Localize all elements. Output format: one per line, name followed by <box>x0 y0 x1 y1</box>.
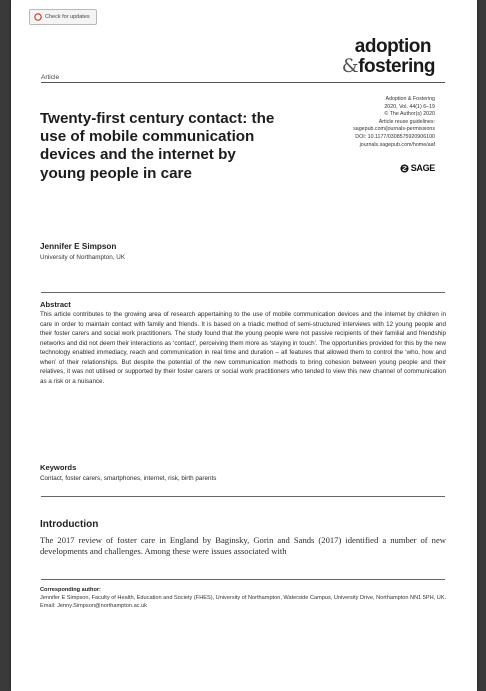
meta-reuse: Article reuse guidelines: <box>378 118 435 125</box>
article-type-label: Article <box>41 74 60 81</box>
footnote-divider <box>41 579 445 580</box>
sage-logo-icon <box>400 164 409 173</box>
header-divider <box>41 82 445 83</box>
publisher-logo <box>400 163 435 173</box>
keywords-divider <box>41 496 445 497</box>
article-title: Twenty-first century contact: the use of mobile communication devices and the internet by young people in care <box>40 110 275 182</box>
journal-logo <box>342 38 435 77</box>
article-metadata <box>353 96 435 149</box>
correspondence-block <box>40 586 450 610</box>
abstract-divider <box>41 292 445 293</box>
check-for-updates-button[interactable] <box>29 9 97 25</box>
correspondence-email[interactable]: Email: Jenny.Simpson@northampton.ac.uk <box>40 603 147 609</box>
introduction-heading: Introduction <box>40 519 99 530</box>
meta-permissions-link[interactable]: sagepub.com/journals-permissions <box>353 126 435 133</box>
journal-logo-ampersand: & <box>341 55 359 77</box>
meta-journal: Adoption & Fostering <box>385 96 435 102</box>
abstract-text: This article contributes to the growing area of research appertaining to the use of mobile communication devices and the internet by children in care in order to maintain contact with family and friends. It is based on a triadic method of semi-structured interviews with 12 young people and their foster carers and social work practitioners. The study found that the young people were not passive recipients of their familial and friendship networks and did not deem their interactions as ‘contact’, perceiving them more as ‘staying in touch’. The opportunities provided for this by the new technology enabled immediacy, reach and communication in real time and duration – all features that allowed them to control the ‘who, how and when’ of their relationships. But despite the potential of the new communication methods to bring cohesion between young people and their relatives, it was not utilised or supported by their foster carers or social work practitioners who tended to view this new channel of communication as a risk or a nuisance. <box>40 311 446 385</box>
check-for-updates-label: Check for updates <box>45 14 90 20</box>
article-page <box>11 0 477 691</box>
author-name: Jennifer E Simpson <box>40 242 117 251</box>
meta-copyright: © The Author(s) 2020 <box>384 111 435 118</box>
keywords-heading: Keywords <box>40 463 77 472</box>
meta-volume: 2020, Vol. 44(1) 6–19 <box>384 103 435 110</box>
journal-logo-line2: fostering <box>358 56 435 77</box>
publisher-name: SAGE <box>410 163 435 173</box>
refresh-icon <box>34 13 42 21</box>
meta-doi[interactable]: DOI: 10.1177/0308575920906100 <box>355 133 435 140</box>
correspondence-heading: Corresponding author: <box>40 587 101 593</box>
keywords-text: Contact, foster carers, smartphones, internet, risk, birth parents <box>40 475 217 482</box>
meta-journal-link[interactable]: journals.sagepub.com/home/aaf <box>359 141 435 148</box>
abstract-heading: Abstract <box>40 300 71 309</box>
journal-logo-line1: adoption <box>354 36 431 57</box>
introduction-text: The 2017 review of foster care in England by Baginsky, Gorin and Sands (2017) identified a number of new developments and challenges. Among these were issues associated with <box>40 535 446 557</box>
correspondence-address: Jennifer E Simpson, Faculty of Health, Education and Society (FHES), University of Northampton, Waterside Campus, University Drive, Northampton NN1 5PH, UK. <box>40 595 447 601</box>
author-affiliation: University of Northampton, UK <box>40 254 126 261</box>
